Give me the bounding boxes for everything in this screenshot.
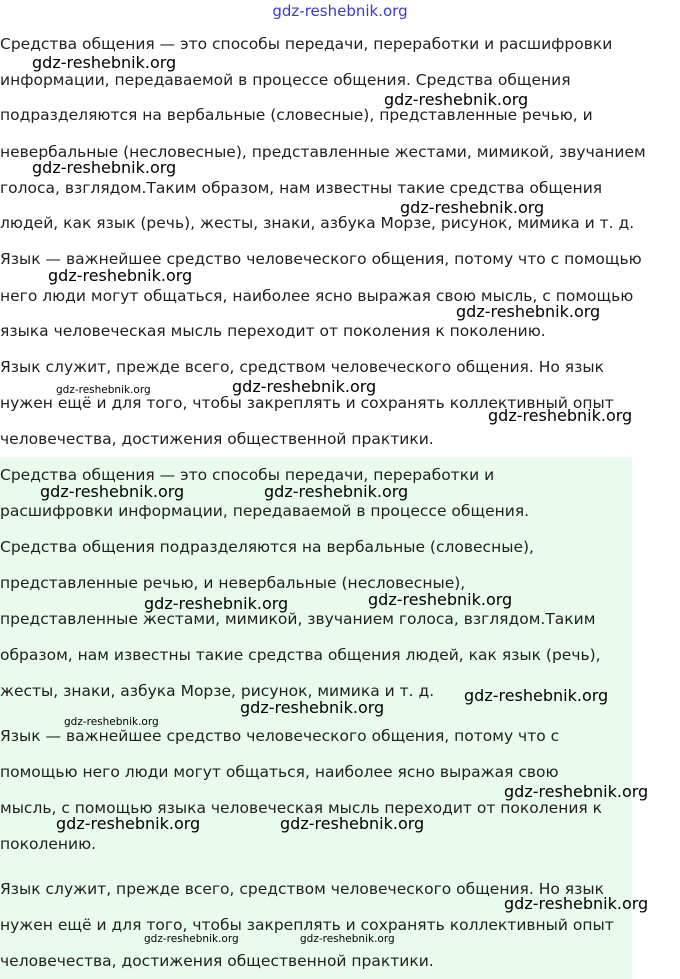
- watermark: gdz-reshebnik.org: [264, 482, 409, 501]
- watermark: gdz-reshebnik.org: [144, 933, 239, 945]
- watermark: gdz-reshebnik.org: [488, 406, 633, 425]
- section1-line: языка человеческая мысль переходит от поколения к поколению.: [0, 322, 546, 340]
- section2-line: Язык служит, прежде всего, средством человеческого общения. Но язык: [0, 880, 604, 898]
- section1-line: нужен ещё и для того, чтобы закреплять и сохранять коллективный опыт: [0, 394, 614, 412]
- watermark: gdz-reshebnik.org: [240, 698, 385, 717]
- section2-line: нужен ещё и для того, чтобы закреплять и сохранять коллективный опыт: [0, 916, 614, 934]
- watermark: gdz-reshebnik.org: [280, 814, 425, 833]
- watermark: gdz-reshebnik.org: [32, 158, 177, 177]
- site-header-watermark: gdz-reshebnik.org: [272, 2, 408, 20]
- section2-line: помощью него люди могут общаться, наиболее ясно выражая свою: [0, 763, 559, 781]
- watermark: gdz-reshebnik.org: [368, 590, 513, 609]
- section2-line: человечества, достижения общественной практики.: [0, 952, 434, 970]
- watermark: gdz-reshebnik.org: [64, 716, 159, 728]
- watermark: gdz-reshebnik.org: [56, 814, 201, 833]
- watermark: gdz-reshebnik.org: [504, 894, 649, 913]
- watermark: gdz-reshebnik.org: [400, 198, 545, 217]
- section1-line: людей, как язык (речь), жесты, знаки, азбука Морзе, рисунок, мимика и т. д.: [0, 214, 635, 232]
- watermark: gdz-reshebnik.org: [384, 90, 529, 109]
- watermark: gdz-reshebnik.org: [300, 933, 395, 945]
- watermark: gdz-reshebnik.org: [144, 594, 289, 613]
- watermark: gdz-reshebnik.org: [504, 782, 649, 801]
- section2-line: образом, нам известны такие средства общения людей, как язык (речь),: [0, 646, 601, 664]
- section2-line: расшифровки информации, передаваемой в процессе общения.: [0, 502, 530, 520]
- section1-line: него люди могут общаться, наиболее ясно выражая свою мысль, с помощью: [0, 287, 634, 305]
- section2-line: Язык — важнейшее средство человеческого общения, потому что с: [0, 727, 560, 745]
- watermark: gdz-reshebnik.org: [48, 266, 193, 285]
- section1-line: подразделяются на вербальные (словесные), представленные речью, и: [0, 106, 593, 124]
- watermark: gdz-reshebnik.org: [464, 686, 609, 705]
- section1-line: Средства общения — это способы передачи, переработки и расшифровки: [0, 35, 613, 53]
- watermark: gdz-reshebnik.org: [40, 482, 185, 501]
- watermark: gdz-reshebnik.org: [232, 377, 377, 396]
- section1-line: Язык служит, прежде всего, средством человеческого общения. Но язык: [0, 358, 604, 376]
- section2-line: Средства общения подразделяются на вербальные (словесные),: [0, 538, 534, 556]
- section2-line: жесты, знаки, азбука Морзе, рисунок, мимика и т. д.: [0, 682, 435, 700]
- section2-line: поколению.: [0, 835, 97, 853]
- watermark: gdz-reshebnik.org: [32, 53, 177, 72]
- section1-line: информации, передаваемой в процессе общения. Средства общения: [0, 71, 571, 89]
- section1-line: человечества, достижения общественной практики.: [0, 430, 434, 448]
- section1-line: Язык — важнейшее средство человеческого общения, потому что с помощью: [0, 250, 642, 268]
- watermark: gdz-reshebnik.org: [56, 384, 151, 396]
- section1-line: голоса, взглядом.Таким образом, нам известны такие средства общения: [0, 179, 603, 197]
- section2-line: мысль, с помощью языка человеческая мысль переходит от поколения к: [0, 799, 603, 817]
- section2-line: представленные речью, и невербальные (несловесные),: [0, 574, 466, 592]
- section2-line: Средства общения — это способы передачи, переработки и: [0, 466, 495, 484]
- section2-line: представленные жестами, мимикой, звучанием голоса, взглядом.Таким: [0, 610, 596, 628]
- section1-line: невербальные (несловесные), представленные жестами, мимикой, звучанием: [0, 143, 646, 161]
- watermark: gdz-reshebnik.org: [456, 302, 601, 321]
